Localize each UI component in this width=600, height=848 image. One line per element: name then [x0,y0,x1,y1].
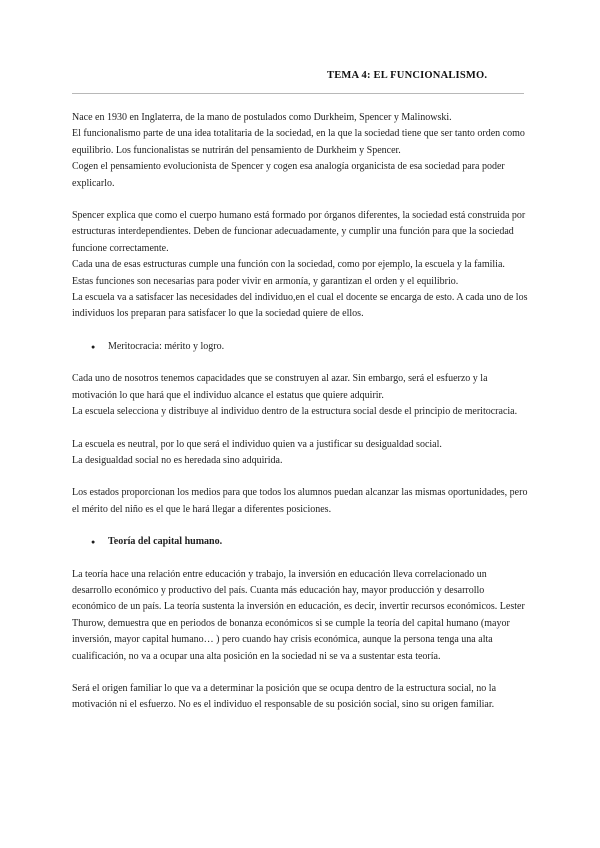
paragraph: La teoría hace una relación entre educación y trabajo, la inversión en educación lleva correlacionado un desarrollo económico y productivo del país. Cuanta más educación hay, mayor producción y desarrollo económico de un país. La teoría sustenta la inversión en educación, es decir, invertir recursos económicos. Lester Thurow, demuestra que en periodos de bonanza económicos si se cumple la teoría del capital humano (mayor inversión, mayor capital humano… ) pero cuando hay crisis económica, aunque la persona tenga una alta cualificación, no va a ocupar una alta posición en la sociedad ni se va a sustentar esta teoría. [72,568,525,662]
paragraph: La escuela va a satisfacer las necesidades del individuo,en el cual el docente se encarga de esto. A cada uno de los individuos los preparan para satisfacer lo que la sociedad quiere de ellos. [72,292,528,320]
paragraph: Cogen el pensamiento evolucionista de Spencer y cogen esa analogía organicista de esa sociedad para poder explicarlo. [72,161,505,189]
paragraph-spacer [72,469,528,485]
paragraph-spacer [72,323,528,339]
paragraph: La escuela es neutral, por lo que será el individuo quien va a justificar su desigualdad social. [72,438,442,450]
paragraph-spacer [72,355,528,371]
paragraph: Cada una de esas estructuras cumple una función con la sociedad, como por ejemplo, la escuela y la familia. Estas funciones son necesarias para poder vivir en armonía, y garantizan el orden y el equilibrio. [72,259,505,287]
bullet-dot-icon: ● [91,538,96,547]
paragraph-spacer [72,192,528,208]
document-title: TEMA 4: EL FUNCIONALISMO. [327,70,488,81]
title-divider [72,93,524,94]
bullet-dot-icon: ● [91,342,96,351]
bullet-item [72,339,528,355]
paragraph: Cada uno de nosotros tenemos capacidades que se construyen al azar. Sin embargo, será el esfuerzo y la motivación lo que hará que el individuo alcance el estatus que quiere adquirir. [72,373,488,401]
paragraph: La escuela selecciona y distribuye al individuo dentro de la estructura social desde el principio de meritocracia. [72,406,518,418]
paragraph-spacer [72,421,528,437]
paragraph: La desigualdad social no es heredada sino adquirida. [72,454,283,466]
bullet-item [72,534,528,550]
document-body [72,110,528,714]
paragraph: El funcionalismo parte de una idea totalitaria de la sociedad, en la que la sociedad tiene que ser tanto orden como equilibrio. Los funcionalistas se nutrirán del pensamiento de Durkheim y Spencer. [72,128,525,156]
paragraph: Spencer explica que como el cuerpo humano está formado por órganos diferentes, la sociedad está construida por estructuras interdependientes. Deben de funcionar adecuadamente, y cumplir una función para que la sociedad funcione correctamente. [72,210,526,254]
paragraph-spacer [72,665,528,681]
paragraph-spacer [72,518,528,534]
paragraph: Será el origen familiar lo que va a determinar la posición que se ocupa dentro de la estructura social, no la motivación ni el esfuerzo. No es el individuo el responsable de su posición social, sino su origen familiar. [72,682,497,711]
paragraph: Nace en 1930 en Inglaterra, de la mano de postulados como Durkheim, Spencer y Malinowski. [72,112,452,123]
bullet-text: Teoría del capital humano. [108,536,223,548]
paragraph: Los estados proporcionan los medios para que todos los alumnos puedan alcanzar las mismas oportunidades, pero el mérito del niño es el que le hará llegar a diferentes posiciones. [72,487,528,515]
paragraph-spacer [72,551,528,567]
bullet-text: Meritocracia: mérito y logro. [108,340,225,352]
